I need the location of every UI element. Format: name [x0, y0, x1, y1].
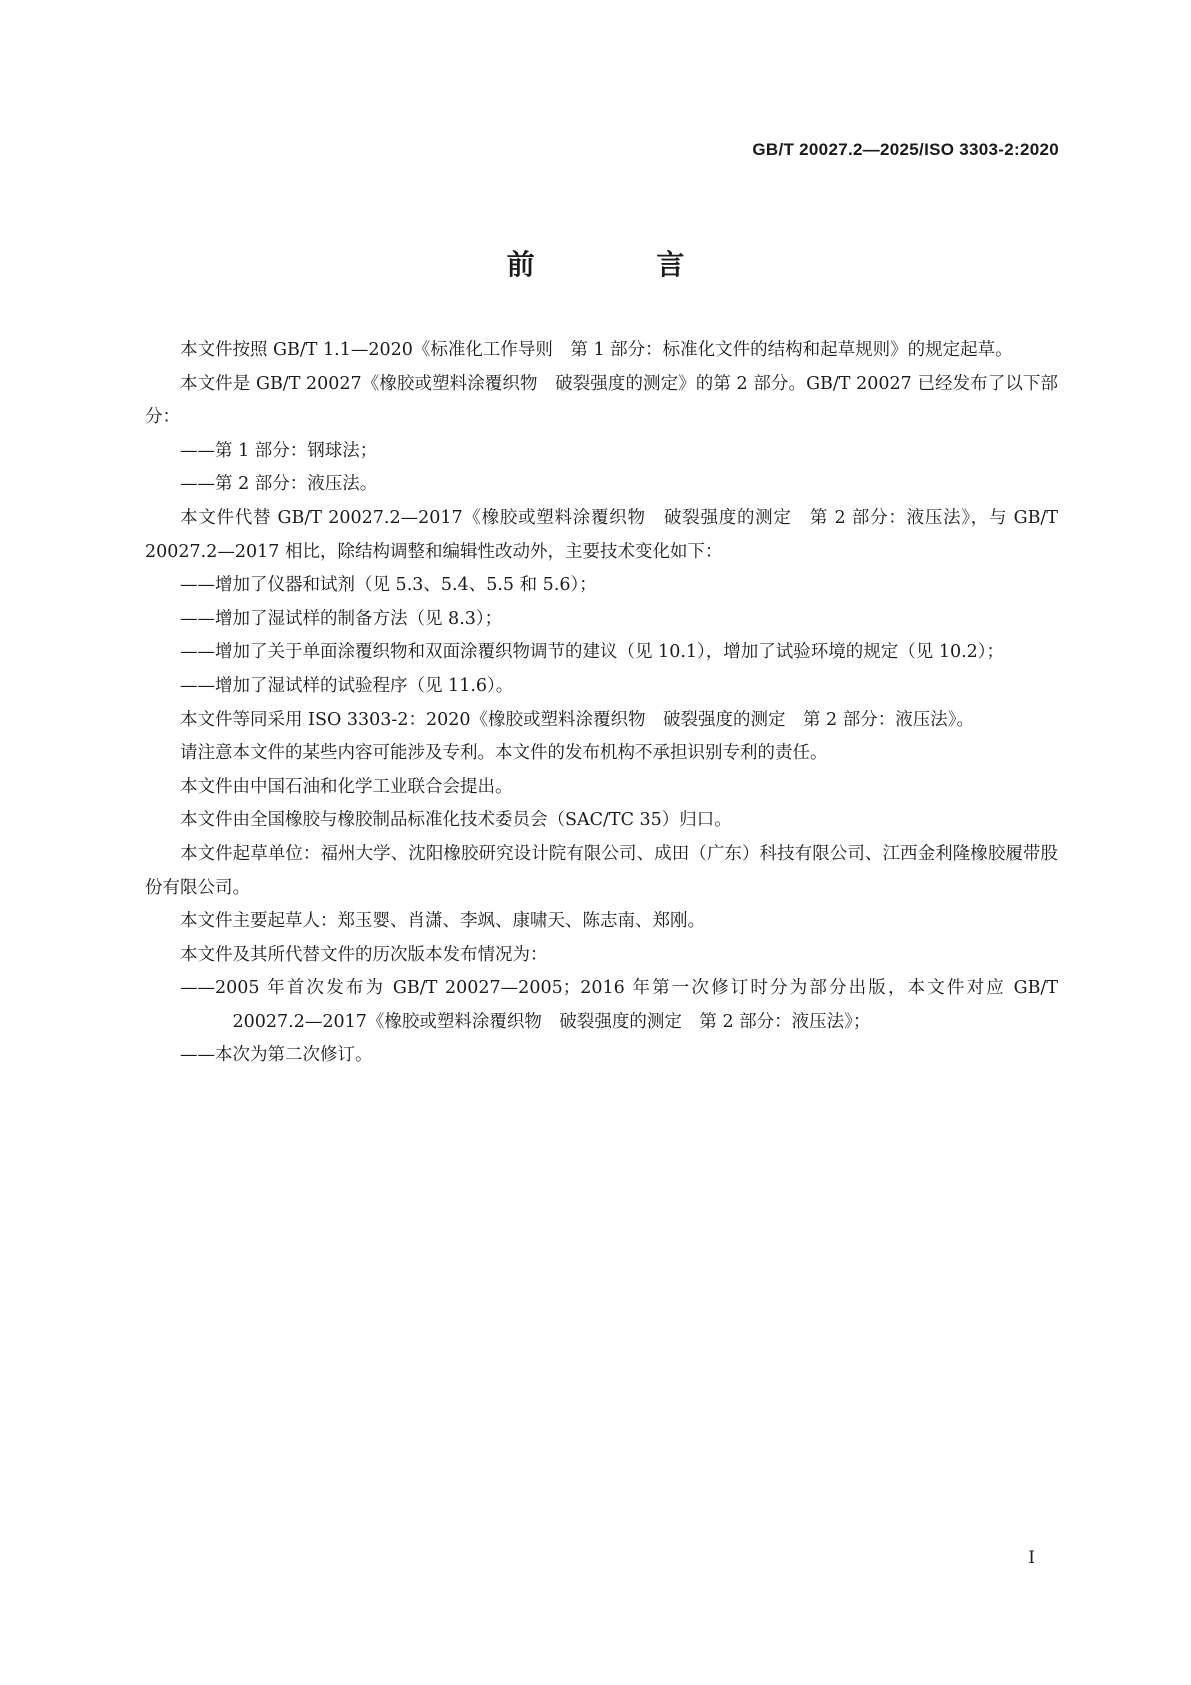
paragraph: 本文件及其所代替文件的历次版本发布情况为： — [180, 944, 548, 965]
paragraph: 本文件代替 GB/T 20027.2—2017《橡胶或塑料涂覆织物 破裂强度的测定 第 2 部分：液压法》，与 GB/T 20027.2—2017 相比，除结构调整和编辑性改动外，主要技术变化如下： — [145, 507, 1058, 562]
dash-list-item: ——本次为第二次修订。 — [180, 1045, 373, 1066]
paragraph: 本文件由全国橡胶与橡胶制品标准化技术委员会（SAC/TC 35）归口。 — [180, 810, 732, 831]
paragraph: 本文件主要起草人：郑玉婴、肖潇、李飒、康啸天、陈志南、郑刚。 — [180, 911, 705, 932]
dash-list-item: ——增加了关于单面涂覆织物和双面涂覆织物调节的建议（见 10.1），增加了试验环境的规定（见 10.2）； — [180, 642, 1005, 663]
standard-code: GB/T 20027.2—2025/ISO 3303-2:2020 — [752, 140, 1059, 159]
dash-list-item: ——第 2 部分：液压法。 — [180, 474, 378, 495]
paragraph: 本文件是 GB/T 20027《橡胶或塑料涂覆织物 破裂强度的测定》的第 2 部分。GB/T 20027 已经发布了以下部分： — [145, 373, 1058, 428]
paragraph: 本文件由中国石油和化学工业联合会提出。 — [180, 776, 513, 797]
dash-list-item: ——增加了湿试样的试验程序（见 11.6）。 — [180, 675, 514, 696]
paragraph: 本文件等同采用 ISO 3303-2：2020《橡胶或塑料涂覆织物 破裂强度的测定 第 2 部分：液压法》。 — [180, 709, 974, 730]
dash-list-item: ——增加了仪器和试剂（见 5.3、5.4、5.5 和 5.6）； — [180, 575, 597, 596]
dash-list-item: ——第 1 部分：钢球法； — [180, 440, 378, 461]
paragraph: 请注意本文件的某些内容可能涉及专利。本文件的发布机构不承担识别专利的责任。 — [180, 743, 828, 764]
paragraph: 本文件起草单位：福州大学、沈阳橡胶研究设计院有限公司、成田（广东）科技有限公司、江西金利隆橡胶履带股份有限公司。 — [145, 843, 1058, 898]
dash-list-item: ——增加了湿试样的制备方法（见 8.3）； — [180, 608, 503, 629]
page-title: 前 言 — [506, 248, 741, 281]
dash-list-item: ——2005 年首次发布为 GB/T 20027—2005；2016 年第一次修订时分为部分出版，本文件对应 GB/T 20027.2—2017《橡胶或塑料涂覆织物 破裂强度的测定 第 2 部分：液压法》； — [180, 978, 1058, 1032]
page-number: I — [1028, 1548, 1035, 1568]
document-body — [145, 334, 1058, 1073]
paragraph: 本文件按照 GB/T 1.1—2020《标准化工作导则 第 1 部分：标准化文件的结构和起草规则》的规定起草。 — [180, 340, 1013, 360]
